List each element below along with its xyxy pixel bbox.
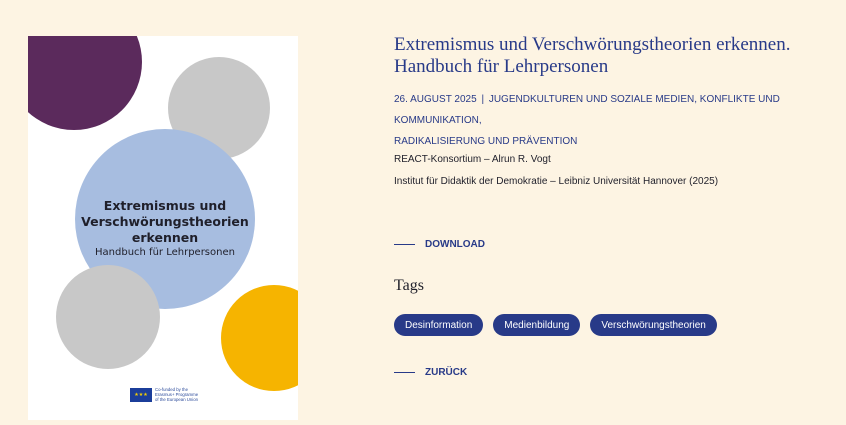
author-line: REACT-Konsortium – Alrun R. Vogt (394, 154, 551, 165)
tag-pill[interactable]: Verschwörungstheorien (590, 314, 717, 336)
cover-title-line: Verschwörungstheorien (81, 214, 249, 229)
eu-text-line: Co-funded by the (155, 387, 188, 392)
eu-text-line: of the European Union (155, 397, 199, 402)
tag-pill[interactable]: Medienbildung (493, 314, 580, 336)
publication-cover[interactable] (28, 36, 298, 420)
cover-title-line: erkennen (131, 230, 199, 245)
cover-subtitle: Handbuch für Lehrpersonen (95, 247, 235, 258)
article-meta (394, 89, 839, 152)
dash-icon (394, 372, 415, 373)
tag-pill[interactable]: Desinformation (394, 314, 483, 336)
eu-text-line: Erasmus+ Programme (155, 392, 199, 397)
cover-circle-grey-bottom (56, 265, 160, 369)
cover-circle-purple (28, 36, 142, 130)
cover-title-line: Extremismus und (103, 198, 227, 213)
cover-circle-yellow (221, 285, 298, 391)
back-link[interactable] (394, 367, 467, 378)
eu-flag-icon: ★★★ (130, 388, 152, 402)
title-line: Handbuch für Lehrpersonen (394, 56, 609, 77)
institution-line: Institut für Didaktik der Demokratie – Leibniz Universität Hannover (2025) (394, 176, 719, 187)
tags-heading: Tags (394, 277, 424, 294)
publish-date: 26. AUGUST 2025 (394, 94, 477, 105)
category-link[interactable]: RADIKALISIERUNG UND PRÄVENTION (394, 136, 578, 147)
download-link[interactable] (394, 239, 485, 250)
category-link[interactable]: KONFLIKTE UND KOMMUNIKATION, (394, 94, 780, 126)
tag-list (394, 314, 717, 336)
download-label: DOWNLOAD (425, 239, 485, 250)
title-line: Extremismus und Verschwörungstheorien erkennen. (394, 34, 791, 55)
meta-separator: | (481, 94, 485, 105)
dash-icon (394, 244, 415, 245)
page-title (394, 34, 839, 78)
back-label: ZURÜCK (425, 367, 468, 378)
category-link[interactable]: JUGENDKULTUREN UND SOZIALE MEDIEN, (488, 94, 698, 105)
cover-title (75, 198, 255, 246)
eu-funding-text (155, 387, 245, 402)
